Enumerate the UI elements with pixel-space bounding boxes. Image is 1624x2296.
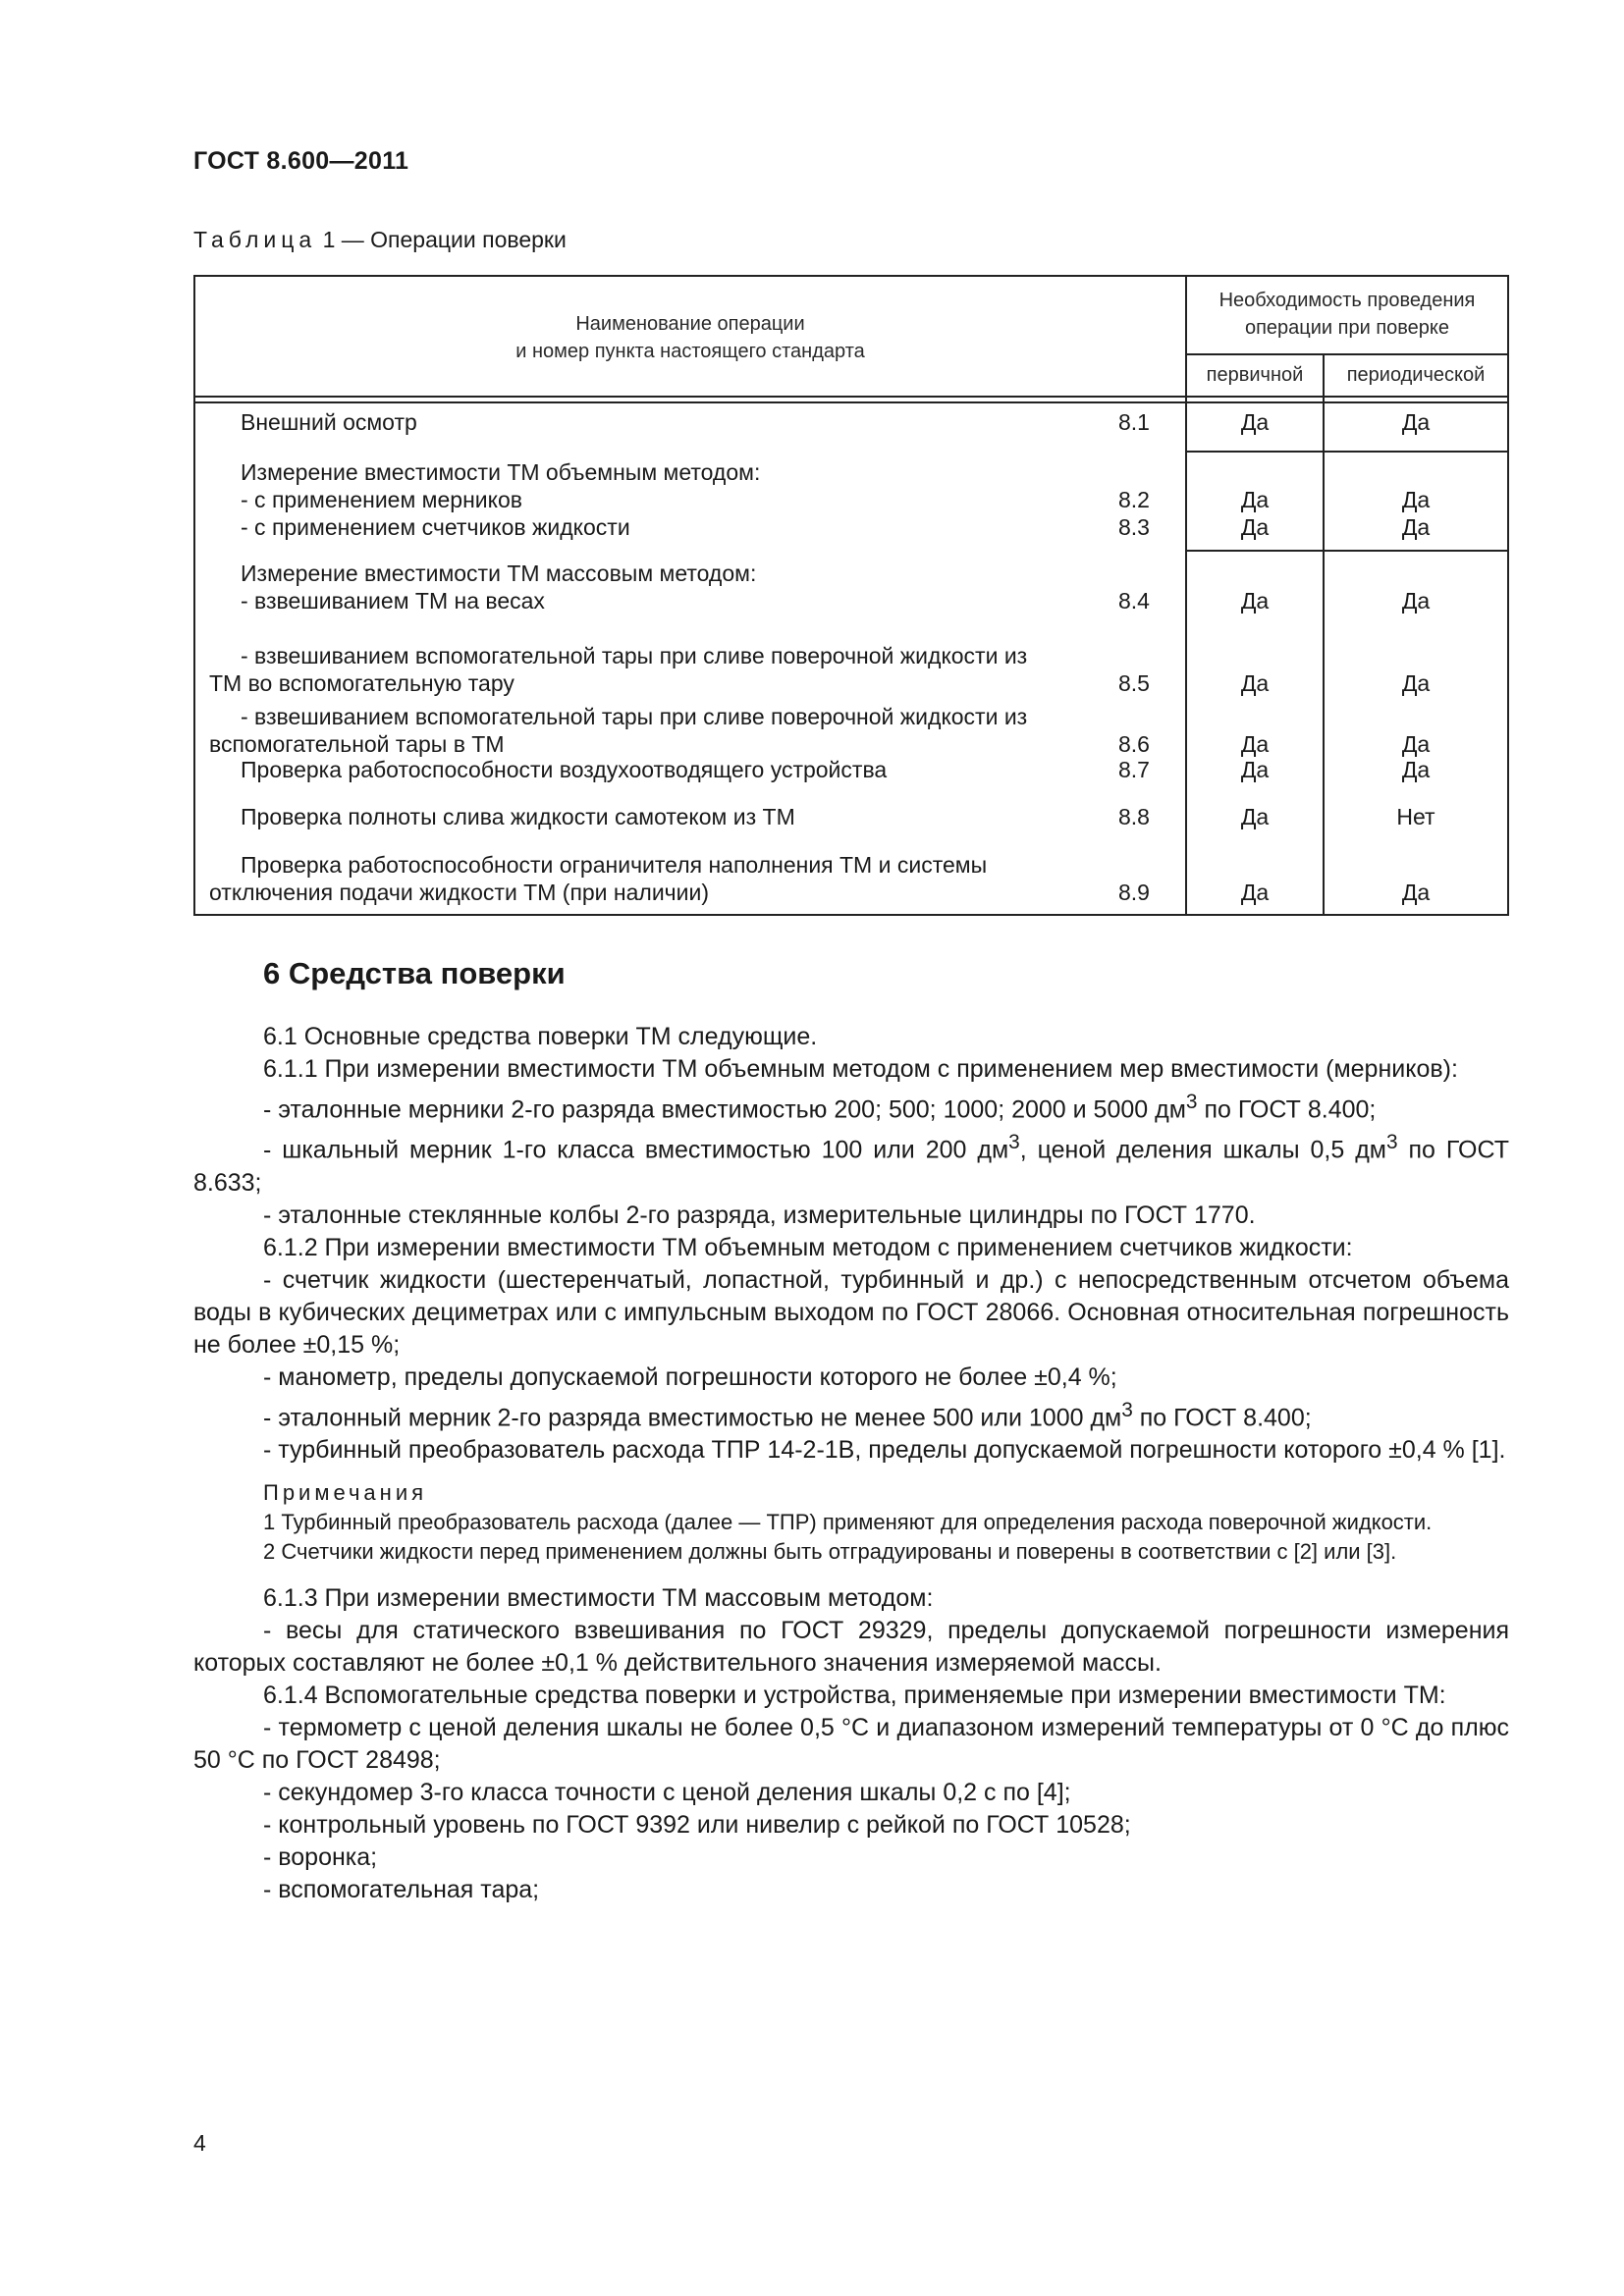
section-body — [193, 1021, 1509, 1906]
notes-title: Примечания — [263, 1479, 428, 1505]
section-title: 6 Средства поверки — [263, 956, 566, 990]
note-item: 1 Турбинный преобразователь расхода (далее — ТПР) применяют для определения расхода поверочной жидкости. — [263, 1509, 1433, 1534]
row-primary-value: Да — [1240, 588, 1270, 614]
row-primary-value: Да — [1240, 731, 1270, 757]
row-primary-value: Да — [1240, 880, 1270, 905]
paragraph: - манометр, пределы допускаемой погрешности которого не более ±0,4 %; — [263, 1362, 1117, 1391]
paragraph: - секундомер 3-го класса точности с ценой деления шкалы 0,2 с по [4]; — [263, 1778, 1071, 1806]
paragraph: - контрольный уровень по ГОСТ 9392 или нивелир с рейкой по ГОСТ 10528; — [263, 1810, 1131, 1839]
row-text: - взвешиванием вспомогательной тары при сливе поверочной жидкости из — [241, 704, 1028, 729]
row-text: Проверка работоспособности ограничителя наполнения ТМ и системы — [241, 852, 988, 878]
row-text: Измерение вместимости ТМ объемным методом: — [241, 459, 761, 485]
row-clause-number: 8.5 — [1118, 670, 1150, 696]
paragraph: 6.1.3 При измерении вместимости ТМ массовым методом: — [263, 1583, 934, 1612]
row-clause-number: 8.9 — [1118, 880, 1150, 905]
paragraph: - термометр с ценой деления шкалы не более 0,5 °С и диапазоном измерений температуры от 0 °С до плюс 50 °С по ГОСТ 28498; — [193, 1713, 1509, 1774]
paragraph: - воронка; — [263, 1842, 378, 1871]
paragraph: 6.1.2 При измерении вместимости ТМ объемным методом с применением счетчиков жидкости: — [263, 1233, 1353, 1261]
row-periodic-value: Нет — [1396, 804, 1435, 829]
row-primary-value: Да — [1240, 757, 1270, 782]
paragraph: - весы для статического взвешивания по ГОСТ 29329, пределы допускаемой погрешности измерения которых составляют не более ±0,1 % действительного значения измеряемой массы. — [193, 1616, 1509, 1677]
paragraph: 6.1.1 При измерении вместимости ТМ объемным методом с применением мер вместимости (мерников): — [263, 1055, 1458, 1083]
row-text: - взвешиванием вспомогательной тары при сливе поверочной жидкости из — [241, 643, 1028, 668]
row-periodic-value: Да — [1401, 514, 1431, 540]
row-text: - с применением мерников — [241, 487, 522, 512]
header-periodic: периодической — [1346, 364, 1486, 386]
row-periodic-value: Да — [1401, 880, 1431, 905]
row-clause-number: 8.8 — [1118, 804, 1150, 829]
row-primary-value: Да — [1240, 804, 1270, 829]
row-text: вспомогательной тары в ТМ — [209, 731, 505, 757]
paragraph: 6.1 Основные средства поверки ТМ следующие. — [263, 1023, 818, 1050]
row-periodic-value: Да — [1401, 670, 1431, 696]
row-primary-value: Да — [1240, 487, 1270, 512]
row-text: Внешний осмотр — [241, 409, 417, 435]
row-primary-value: Да — [1240, 409, 1270, 435]
row-clause-number: 8.1 — [1118, 409, 1150, 435]
row-text: Проверка полноты слива жидкости самотеком из ТМ — [241, 804, 795, 829]
row-clause-number: 8.3 — [1118, 514, 1150, 540]
row-clause-number: 8.6 — [1118, 731, 1150, 757]
row-text: - взвешиванием ТМ на весах — [241, 588, 545, 614]
paragraph: - шкальный мерник 1-го класса вместимостью 100 или 200 $дм^3$, ценой деления шкалы 0,5 $дм^3$ по ГОСТ 8.633; — [193, 1131, 1509, 1197]
row-periodic-value: Да — [1401, 487, 1431, 512]
paragraph: - турбинный преобразователь расхода ТПР 14-2-1В, пределы допускаемой погрешности которого ±0,4 % [1]. — [263, 1435, 1506, 1464]
row-periodic-value: Да — [1401, 409, 1431, 435]
row-periodic-value: Да — [1401, 588, 1431, 614]
row-clause-number: 8.4 — [1118, 588, 1150, 614]
paragraph: - эталонный мерник 2-го разряда вместимостью не менее 500 или 1000 $дм^3$ по ГОСТ 8.400; — [263, 1398, 1312, 1431]
table-caption-word: Таблица — [193, 227, 317, 252]
row-clause-number: 8.7 — [1118, 757, 1150, 782]
row-text: Проверка работоспособности воздухоотводящего устройства — [241, 757, 888, 782]
row-primary-value: Да — [1240, 514, 1270, 540]
page-number: 4 — [193, 2130, 206, 2156]
row-text: Измерение вместимости ТМ массовым методом: — [241, 561, 757, 586]
row-periodic-value: Да — [1401, 731, 1431, 757]
row-text: отключения подачи жидкости ТМ (при наличии) — [209, 880, 710, 905]
paragraph: - эталонные стеклянные колбы 2-го разряда, измерительные цилиндры по ГОСТ 1770. — [263, 1201, 1256, 1229]
operations-table — [193, 275, 1509, 916]
table-caption-text: 1 — Операции поверки — [322, 227, 567, 252]
row-periodic-value: Да — [1401, 757, 1431, 782]
header-necessity: Необходимость проведения операции при поверке — [1218, 290, 1476, 339]
row-clause-number: 8.2 — [1118, 487, 1150, 512]
table-caption — [193, 227, 567, 253]
header-operation-name: Наименование операции и номер пункта настоящего стандарта — [515, 313, 865, 362]
paragraph: - эталонные мерники 2-го разряда вместимостью 200; 500; 1000; 2000 и 5000 $дм^3$ по ГОСТ 8.400; — [263, 1091, 1377, 1124]
note-item: 2 Счетчики жидкости перед применением должны быть отградуированы и поверены в соответствии с [2] или [3]. — [263, 1538, 1397, 1564]
paragraph: - счетчик жидкости (шестеренчатый, лопастной, турбинный и др.) с непосредственным отсчетом объема воды в кубических дециметрах или с импульсным выходом по ГОСТ 28066. Основная относительная погрешность не более ±0,15 %; — [193, 1265, 1509, 1359]
paragraph: - вспомогательная тара; — [263, 1875, 540, 1903]
row-text: - с применением счетчиков жидкости — [241, 514, 630, 540]
row-primary-value: Да — [1240, 670, 1270, 696]
row-text: ТМ во вспомогательную тару — [209, 670, 514, 696]
paragraph: 6.1.4 Вспомогательные средства поверки и устройства, применяемые при измерении вместимости ТМ: — [263, 1681, 1446, 1709]
document-header: ГОСТ 8.600—2011 — [193, 147, 409, 175]
header-primary: первичной — [1206, 364, 1304, 386]
